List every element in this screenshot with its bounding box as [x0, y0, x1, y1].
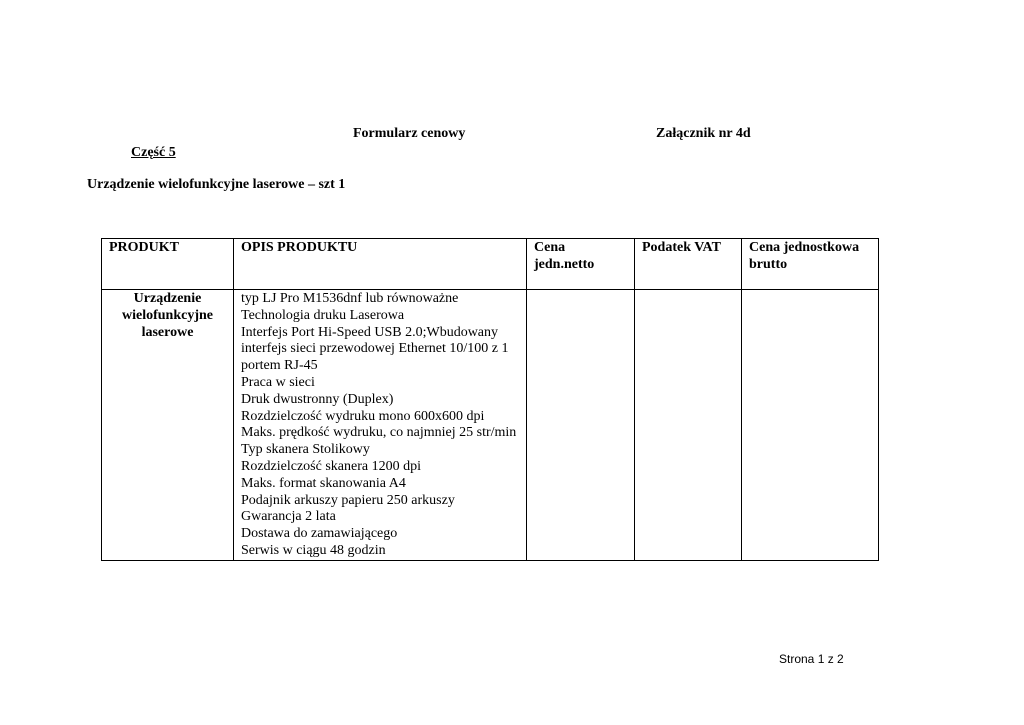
part-label: Część 5: [131, 145, 176, 160]
header-vat: Podatek VAT: [635, 239, 742, 290]
cell-gross-price: [742, 290, 879, 561]
description-line: Typ skanera Stolikowy: [241, 442, 370, 458]
cell-net-price: [527, 290, 635, 561]
header-net-price: Cena jedn.netto: [527, 239, 635, 290]
cell-product: Urządzenie wielofunkcyjne laserowe: [102, 290, 234, 561]
header-description: OPIS PRODUKTU: [234, 239, 527, 290]
description-line: Rozdzielczość wydruku mono 600x600 dpi: [241, 408, 485, 424]
description-line: Dostawa do zamawiającego: [241, 526, 398, 542]
cell-vat: [635, 290, 742, 561]
description-line: Technologia druku Laserowa: [241, 307, 405, 323]
table-header-row: [102, 239, 879, 290]
page-number: Strona 1 z 2: [779, 652, 844, 666]
description-line: Maks. format skanowania A4: [241, 475, 406, 491]
description-line: Rozdzielczość skanera 1200 dpi: [241, 458, 421, 474]
description-line: Podajnik arkuszy papieru 250 arkuszy: [241, 492, 455, 508]
description-line: Serwis w ciągu 48 godzin: [241, 542, 386, 558]
subject-line: Urządzenie wielofunkcyjne laserowe – szt 1: [87, 177, 346, 192]
description-line: Gwarancja 2 lata: [241, 509, 336, 525]
description-line: typ LJ Pro M1536dnf lub równoważne: [241, 291, 459, 306]
description-line: Druk dwustronny (Duplex): [241, 391, 394, 407]
cell-description: [234, 290, 527, 561]
description-line: Interfejs Port Hi-Speed USB 2.0;Wbudowany interfejs sieci przewodowej Ethernet 10/100 z 1 portem RJ-45: [241, 324, 509, 374]
description-line: Maks. prędkość wydruku, co najmniej 25 str/min: [241, 425, 517, 441]
header-gross-price: Cena jednostkowa brutto: [742, 239, 879, 290]
description-line: Praca w sieci: [241, 374, 315, 390]
price-table: [101, 238, 879, 561]
annex-label: Załącznik nr 4d: [656, 126, 751, 141]
form-title: Formularz cenowy: [353, 126, 466, 141]
table-row: [102, 290, 879, 561]
header-product: PRODUKT: [102, 239, 234, 290]
